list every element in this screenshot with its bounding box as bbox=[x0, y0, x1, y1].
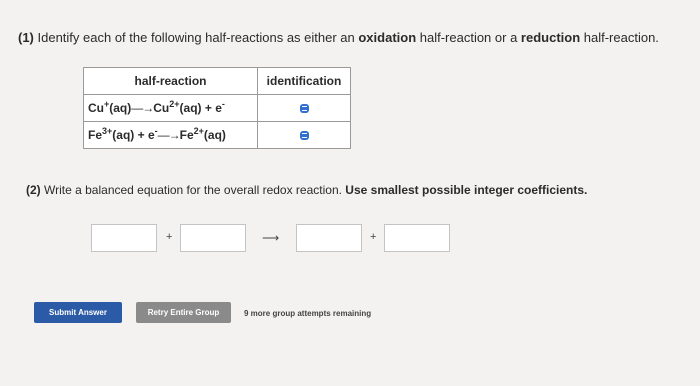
question-1-text-b: half-reaction or a bbox=[416, 30, 521, 45]
question-1-text-c: half-reaction. bbox=[580, 30, 659, 45]
r1-state-a: (aq) bbox=[109, 101, 132, 115]
r1-electron-charge: - bbox=[221, 99, 225, 109]
retry-group-button[interactable]: Retry Entire Group bbox=[136, 302, 231, 323]
r2-state-b: (aq) bbox=[203, 128, 226, 142]
reaction-arrow-icon: —→ bbox=[131, 101, 154, 115]
table-row bbox=[84, 95, 351, 122]
r2-charge-a: 3+ bbox=[102, 126, 113, 136]
identification-select-2[interactable] bbox=[258, 122, 351, 149]
question-2-number: (2) bbox=[26, 183, 41, 197]
question-1-bold-oxidation: oxidation bbox=[358, 30, 417, 45]
table-row bbox=[84, 122, 351, 149]
r1-state-b: (aq) + e bbox=[179, 101, 222, 115]
question-2-text-body: Write a balanced equation for the overall redox reaction. bbox=[40, 183, 346, 197]
identification-select-1[interactable] bbox=[258, 95, 351, 122]
question-1-text bbox=[18, 30, 659, 45]
r2-species-b: Fe bbox=[179, 128, 194, 142]
half-reaction-1 bbox=[84, 95, 258, 122]
r1-charge-b: 2+ bbox=[169, 99, 180, 109]
product-2-input[interactable] bbox=[384, 224, 450, 252]
reaction-arrow-icon: —→ bbox=[157, 128, 180, 142]
header-half-reaction: half-reaction bbox=[84, 68, 258, 95]
reactant-1-input[interactable] bbox=[91, 224, 157, 252]
yield-arrow-icon: ⟶ bbox=[262, 231, 280, 245]
attempts-remaining: 9 more group attempts remaining bbox=[244, 309, 372, 318]
select-arrows-icon[interactable] bbox=[300, 131, 309, 140]
question-1-text-a: Identify each of the following half-reactions as either an bbox=[33, 30, 359, 45]
r2-electron-charge: - bbox=[154, 126, 158, 136]
r1-species-b: Cu bbox=[153, 101, 170, 115]
r2-charge-b: 2+ bbox=[193, 126, 204, 136]
r2-state-a: (aq) + e bbox=[112, 128, 155, 142]
plus-icon: + bbox=[370, 231, 377, 243]
submit-answer-button[interactable]: Submit Answer bbox=[34, 302, 122, 323]
header-identification: identification bbox=[258, 68, 351, 95]
r2-species-a: Fe bbox=[88, 128, 103, 142]
r1-species-a: Cu bbox=[88, 101, 104, 115]
table-header-row bbox=[84, 68, 351, 95]
question-2-text bbox=[26, 183, 587, 197]
select-arrows-icon[interactable] bbox=[300, 104, 309, 113]
question-1-number: (1) bbox=[18, 30, 34, 45]
half-reaction-2 bbox=[84, 122, 258, 149]
reactant-2-input[interactable] bbox=[180, 224, 246, 252]
half-reaction-table bbox=[83, 67, 351, 149]
plus-icon: + bbox=[166, 231, 173, 243]
product-1-input[interactable] bbox=[296, 224, 362, 252]
r1-charge-a: + bbox=[104, 99, 110, 109]
question-1-bold-reduction: reduction bbox=[520, 30, 581, 45]
question-2-bold-instruction: Use smallest possible integer coefficients. bbox=[345, 183, 588, 197]
